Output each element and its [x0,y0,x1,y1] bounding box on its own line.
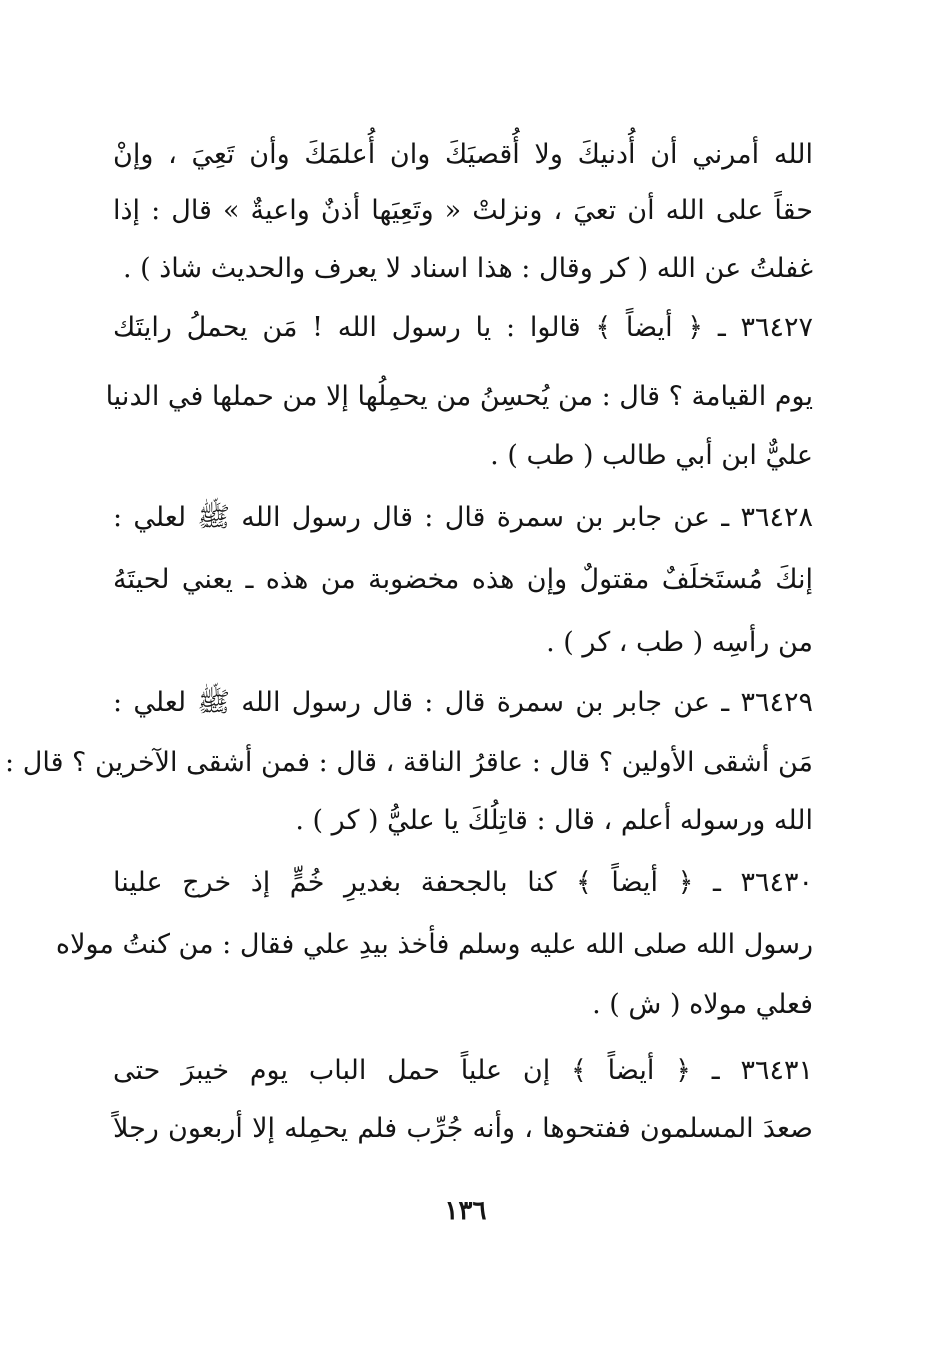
hadith-36427-line-2: يوم القيامة ؟ قال : من يُحسِنُ من يحمِلُها إلا من حملها في الدنيا [105,381,813,412]
hadith-36430-line-3: فعلي مولاه ( ش ) . [592,989,813,1020]
hadith-36428-line-2: إنكَ مُستَخلَفٌ مقتولٌ وإن هذه مخضوبة من هذه ـ يعني لحيتَهُ [113,564,813,595]
hadith-36429-line-2: مَن أشقى الأولين ؟ قال : عاقرُ الناقة ، قال : فمن أشقى الآخرين ؟ قال : [5,747,813,778]
hadith-36429-line-3: الله ورسوله أعلم ، قال : قاتِلُكَ يا عليُّ ( كر ) . [295,805,813,836]
hadith-36427-line-1: ٣٦٤٢٧ ـ ﴿ أيضاً ﴾ قالوا : يا رسول الله ! مَن يحملُ رايتَك [113,312,813,343]
hadith-36431-line-2: صعدَ المسلمون ففتحوها ، وأنه جُرِّب فلم يحمِله إلا أربعون رجلاً [113,1113,813,1144]
text-line-1: الله أمرني أن أُدنيكَ ولا أُقصيَكَ وان أُعلمَكَ وأن تَعِيَ ، وإنْ [113,139,813,170]
hadith-36430-line-1: ٣٦٤٣٠ ـ ﴿ أيضاً ﴾ كنا بالجحفة بغديرِ خُمٍّ إذ خرج علينا [113,867,813,898]
text-line-3: غفلتُ عن الله ( كر وقال : هذا اسناد لا يعرف والحديث شاذ ) . [122,253,813,284]
hadith-36429-line-1: ٣٦٤٢٩ ـ عن جابر بن سمرة قال : قال رسول الله ﷺ لعلي : [113,687,813,718]
text-line-2: حقاً على الله أن تعيَ ، ونزلتْ « وتَعِيَها أذنٌ واعيةٌ » قال : إذا [113,195,813,226]
hadith-36427-line-3: عليٌّ ابن أبي طالب ( طب ) . [490,440,813,471]
page-number: ١٣٦ [444,1196,487,1226]
hadith-36431-line-1: ٣٦٤٣١ ـ ﴿ أيضاً ﴾ إن علياً حمل الباب يوم خيبرَ حتى [113,1055,813,1086]
hadith-36428-line-3: من رأسِه ( طب ، كر ) . [546,627,813,658]
hadith-36428-line-1: ٣٦٤٢٨ ـ عن جابر بن سمرة قال : قال رسول الله ﷺ لعلي : [113,502,813,533]
hadith-36430-line-2: رسول الله صلى الله عليه وسلم فأخذ بيدِ علي فقال : من كنتُ مولاه [55,929,813,960]
